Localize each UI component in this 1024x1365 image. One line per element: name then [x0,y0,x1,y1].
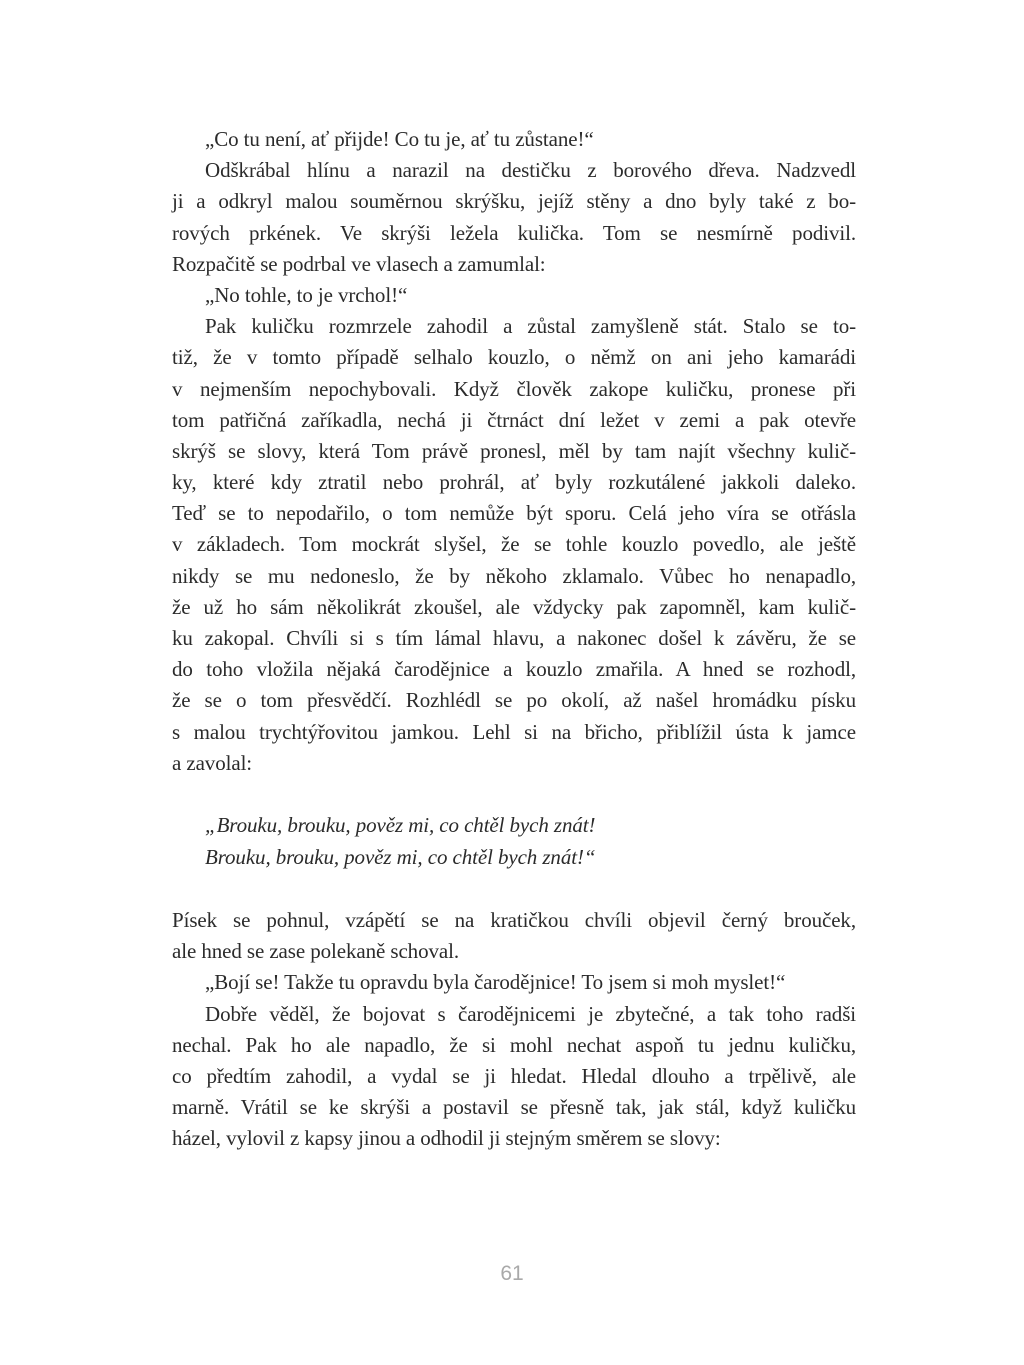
text-line: rových prkének. Ve skrýši ležela kulička. Tom se nesmírně podivil. [172,220,856,245]
text-line: nechal. Pak ho ale napadlo, že si mohl nechat aspoň tu jednu kuličku, [172,1032,856,1057]
prose-block-before-verse [172,124,856,779]
text-line: „No tohle, to je vrchol!“ [205,282,408,307]
text-line: Pak kuličku rozmrzele zahodil a zůstal zamyšleně stát. Stalo se to- [205,314,856,339]
text-line: ku zakopal. Chvíli si s tím lámal hlavu, a nakonec došel k závěru, že se [172,626,856,650]
verse-block [172,810,856,874]
text-line: ale hned se zase polekaně schoval. [172,939,459,964]
text-line: „Co tu není, ať přijde! Co tu je, ať tu zůstane!“ [205,127,594,151]
text-line: ky, které kdy ztratil nebo prohrál, ať byly rozkutálené jakkoli daleko. [172,470,856,495]
text-line: a zavolal: [172,750,253,775]
verse-line: „Brouku, brouku, pověz mi, co chtěl bych znát! [205,812,596,837]
text-line: tom patřičná zaříkadla, nechá ji čtrnáct dní ležet v zemi a pak otevře [172,407,856,432]
prose-block-after-verse [172,905,856,1155]
text-line: „Bojí se! Takže tu opravdu byla čarodějnice! To jsem si moh myslet!“ [205,970,786,995]
text-line: že už ho sám několikrát zkoušel, ale vždycky pak zapomněl, kam kulič- [172,594,856,619]
text-line: tiž, že v tomto případě selhalo kouzlo, o němž on ani jeho kamarádi [172,345,856,370]
text-line: Rozpačitě se podrbal ve vlasech a zamumlal: [172,251,546,276]
text-line: do toho vložila nějaká čarodějnice a kouzlo zmařila. A hned se rozhodl, [172,657,856,682]
verse-line: Brouku, brouku, pověz mi, co chtěl bych znát!“ [205,844,596,869]
text-line: házel, vylovil z kapsy jinou a odhodil ji stejným směrem se slovy: [172,1126,721,1151]
text-line: nikdy se mu nedoneslo, že by někoho zklamalo. Vůbec ho nenapadlo, [172,563,856,588]
text-line: v základech. Tom mockrát slyšel, že se tohle kouzlo povedlo, ale ještě [172,532,856,557]
text-line: ji a odkryl malou souměrnou skrýšku, jejíž stěny a dno byly také z bo- [172,189,856,214]
text-line: Odškrábal hlínu a narazil na destičku z borového dřeva. Nadzvedl [205,158,856,183]
text-line: co předtím zahodil, a vydal se ji hledat. Hledal dlouho a trpělivě, ale [172,1063,856,1088]
text-line: skrýš se slovy, která Tom právě pronesl, měl by tam najít všechny kulič- [172,438,856,463]
text-line: Písek se pohnul, vzápětí se na kratičkou chvíli objevil černý brouček, [172,907,856,932]
text-line: Teď se to nepodařilo, o tom nemůže být sporu. Celá jeho víra se otřásla [172,501,856,526]
text-line: s malou trychtýřovitou jamkou. Lehl si na břicho, přiblížil ústa k jamce [172,719,856,744]
text-line: že se o tom přesvědčí. Rozhlédl se po okolí, až našel hromádku písku [172,688,856,713]
text-line: marně. Vrátil se ke skrýši a postavil se přesně tak, jak stál, když kuličku [172,1095,856,1120]
text-line: Dobře věděl, že bojovat s čarodějnicemi je zbytečné, a tak toho radši [205,1001,856,1026]
text-line: v nejmenším nepochybovali. Když člověk zakope kuličku, pronese při [172,376,856,401]
book-page-body [172,124,856,1154]
page-number: 61 [500,1262,524,1285]
